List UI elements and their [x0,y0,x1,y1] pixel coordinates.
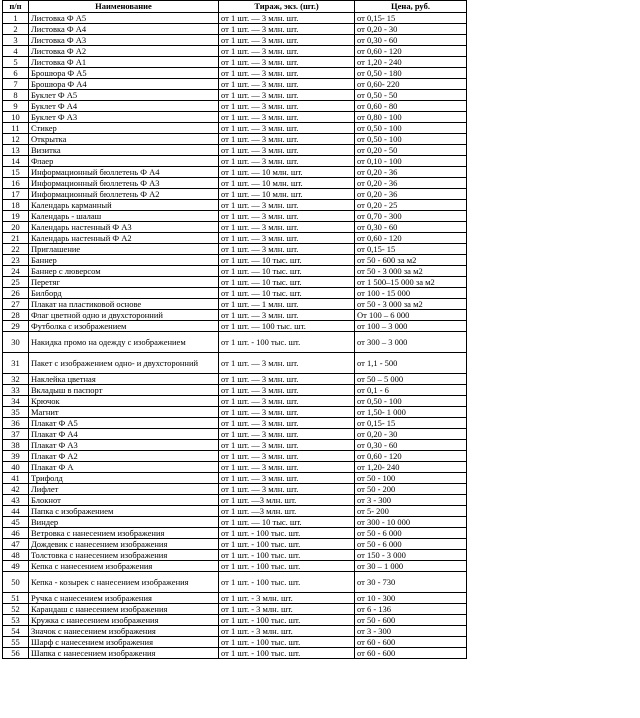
row-run: от 1 шт. — 3 млн. шт. [219,156,355,167]
row-name: Плакат Ф А3 [29,440,219,451]
row-number: 25 [3,277,29,288]
row-number: 32 [3,374,29,385]
row-run: от 1 шт. — 3 млн. шт. [219,473,355,484]
row-run: от 1 шт. - 100 тыс. шт. [219,332,355,353]
table-row [3,517,467,528]
row-name: Футболка с изображением [29,321,219,332]
row-number: 51 [3,593,29,604]
row-run: от 1 шт. — 3 млн. шт. [219,222,355,233]
row-price: от 0,30 - 60 [355,222,467,233]
row-name: Кепка с нанесением изображения [29,561,219,572]
row-name: Листовка Ф А1 [29,57,219,68]
row-run: от 1 шт. — 3 млн. шт. [219,233,355,244]
row-price: от 5- 200 [355,506,467,517]
table-row [3,112,467,123]
row-name: Кружка с нанесением изображения [29,615,219,626]
row-number: 44 [3,506,29,517]
row-number: 48 [3,550,29,561]
table-row [3,539,467,550]
row-number: 54 [3,626,29,637]
table-row [3,299,467,310]
row-run: от 1 шт. — 3 млн. шт. [219,79,355,90]
table-row [3,200,467,211]
row-price: от 100 – 3 000 [355,321,467,332]
row-number: 30 [3,332,29,353]
table-row [3,418,467,429]
row-number: 21 [3,233,29,244]
table-row [3,145,467,156]
row-run: от 1 шт. — 10 млн. шт. [219,167,355,178]
row-name: Накидка промо на одежду с изображением [29,332,219,353]
row-number: 28 [3,310,29,321]
row-run: от 1 шт. — 3 млн. шт. [219,101,355,112]
row-price: от 0,10 - 100 [355,156,467,167]
row-price: от 0,20 - 36 [355,167,467,178]
row-name: Визитка [29,145,219,156]
header-name: Наименование [29,1,219,13]
row-name: Баннер с люверсом [29,266,219,277]
row-price: От 100 – 6 000 [355,310,467,321]
row-name: Виндер [29,517,219,528]
row-run: от 1 шт. - 100 тыс. шт. [219,550,355,561]
row-name: Трифолд [29,473,219,484]
row-run: от 1 шт. — 3 млн. шт. [219,418,355,429]
row-price: от 10 - 300 [355,593,467,604]
table-row [3,572,467,593]
row-number: 11 [3,123,29,134]
row-name: Билборд [29,288,219,299]
row-name: Плакат Ф А2 [29,451,219,462]
row-name: Баннер [29,255,219,266]
row-name: Буклет Ф А3 [29,112,219,123]
row-run: от 1 шт. — 3 млн. шт. [219,407,355,418]
row-price: от 1,50- 1 000 [355,407,467,418]
row-number: 12 [3,134,29,145]
row-price: от 50 - 600 за м2 [355,255,467,266]
row-name: Дождевик с нанесением изображения [29,539,219,550]
row-number: 49 [3,561,29,572]
table-row [3,396,467,407]
row-price: от 0,20 - 25 [355,200,467,211]
row-price: от 50 - 100 [355,473,467,484]
row-price: от 0,60 - 120 [355,46,467,57]
row-number: 6 [3,68,29,79]
row-price: от 150 - 3 000 [355,550,467,561]
row-run: от 1 шт. — 3 млн. шт. [219,429,355,440]
row-price: от 3 - 300 [355,626,467,637]
row-run: от 1 шт. - 100 тыс. шт. [219,637,355,648]
row-run: от 1 шт. —3 млн. шт. [219,495,355,506]
table-row [3,615,467,626]
table-row [3,648,467,659]
row-price: от 1,1 - 500 [355,353,467,374]
row-price: от 0,50 - 50 [355,90,467,101]
row-price: от 0,80 - 100 [355,112,467,123]
row-number: 15 [3,167,29,178]
row-number: 42 [3,484,29,495]
row-name: Листовка Ф А3 [29,35,219,46]
row-run: от 1 шт. — 3 млн. шт. [219,211,355,222]
table-row [3,429,467,440]
row-name: Календарь карманный [29,200,219,211]
row-number: 40 [3,462,29,473]
row-name: Плакат Ф А4 [29,429,219,440]
row-number: 31 [3,353,29,374]
row-number: 36 [3,418,29,429]
row-name: Вкладыш в паспорт [29,385,219,396]
row-name: Крючок [29,396,219,407]
row-run: от 1 шт. — 10 тыс. шт. [219,517,355,528]
row-name: Шапка с нанесением изображения [29,648,219,659]
table-row [3,462,467,473]
row-name: Буклет Ф А4 [29,101,219,112]
row-number: 45 [3,517,29,528]
row-run: от 1 шт. — 10 млн. шт. [219,189,355,200]
row-price: от 30 – 1 000 [355,561,467,572]
row-name: Плакат на пластиковой основе [29,299,219,310]
row-number: 34 [3,396,29,407]
row-run: от 1 шт. — 3 млн. шт. [219,353,355,374]
row-price: от 0,15- 15 [355,13,467,24]
table-row [3,178,467,189]
row-number: 29 [3,321,29,332]
row-number: 1 [3,13,29,24]
row-name: Листовка Ф А5 [29,13,219,24]
table-row [3,68,467,79]
row-price: от 0,20 - 30 [355,24,467,35]
row-price: от 0,60- 220 [355,79,467,90]
row-number: 19 [3,211,29,222]
row-run: от 1 шт. - 100 тыс. шт. [219,648,355,659]
row-price: от 0,50 - 100 [355,123,467,134]
row-name: Приглашение [29,244,219,255]
row-run: от 1 шт. — 3 млн. шт. [219,440,355,451]
row-name: Брошюра Ф А5 [29,68,219,79]
row-name: Папка с изображением [29,506,219,517]
row-run: от 1 шт. — 3 млн. шт. [219,46,355,57]
row-name: Кепка - козырек с нанесением изображения [29,572,219,593]
row-price: от 0,50 - 100 [355,396,467,407]
header-run: Тираж, экз. (шт.) [219,1,355,13]
row-run: от 1 шт. - 100 тыс. шт. [219,615,355,626]
row-name: Плакат Ф А [29,462,219,473]
row-run: от 1 шт. - 100 тыс. шт. [219,572,355,593]
table-row [3,321,467,332]
row-price: от 0,30 - 60 [355,35,467,46]
row-price: от 1 500–15 000 за м2 [355,277,467,288]
row-name: Флаг цветной одно и двухсторонний [29,310,219,321]
row-run: от 1 шт. - 100 тыс. шт. [219,539,355,550]
row-name: Флаер [29,156,219,167]
row-number: 37 [3,429,29,440]
row-number: 14 [3,156,29,167]
table-row [3,637,467,648]
row-run: от 1 шт. — 3 млн. шт. [219,123,355,134]
row-number: 22 [3,244,29,255]
row-number: 43 [3,495,29,506]
row-number: 52 [3,604,29,615]
row-name: Информационный бюллетень Ф А3 [29,178,219,189]
table-row [3,440,467,451]
row-price: от 0,1 - 6 [355,385,467,396]
row-price: от 6 - 136 [355,604,467,615]
table-row [3,407,467,418]
row-price: от 300 - 10 000 [355,517,467,528]
row-price: от 3 - 300 [355,495,467,506]
row-price: от 0,20 - 36 [355,178,467,189]
row-price: от 50 - 3 000 за м2 [355,266,467,277]
row-number: 35 [3,407,29,418]
row-number: 24 [3,266,29,277]
row-name: Пакет с изображением одно- и двухсторонний [29,353,219,374]
row-price: от 0,20 - 30 [355,429,467,440]
row-name: Плакат Ф А5 [29,418,219,429]
row-run: от 1 шт. — 3 млн. шт. [219,145,355,156]
table-row [3,332,467,353]
row-name: Ручка с нанесением изображения [29,593,219,604]
row-name: Открытка [29,134,219,145]
table-row [3,353,467,374]
row-price: от 1,20- 240 [355,462,467,473]
row-number: 23 [3,255,29,266]
table-row [3,277,467,288]
row-run: от 1 шт. - 3 млн. шт. [219,626,355,637]
row-price: от 60 - 600 [355,637,467,648]
row-number: 53 [3,615,29,626]
table-body [3,13,467,659]
row-number: 10 [3,112,29,123]
row-run: от 1 шт. - 3 млн. шт. [219,604,355,615]
row-price: от 30 - 730 [355,572,467,593]
row-name: Брошюра Ф А4 [29,79,219,90]
header-price: Цена, руб. [355,1,467,13]
table-row [3,244,467,255]
row-name: Календарь - шалаш [29,211,219,222]
row-name: Календарь настенный Ф А2 [29,233,219,244]
row-run: от 1 шт. — 3 млн. шт. [219,24,355,35]
row-number: 7 [3,79,29,90]
row-price: от 50 - 200 [355,484,467,495]
table-row [3,506,467,517]
row-name: Стикер [29,123,219,134]
row-run: от 1 шт. — 3 млн. шт. [219,57,355,68]
row-run: от 1 шт. — 3 млн. шт. [219,244,355,255]
row-price: от 50 - 600 [355,615,467,626]
row-run: от 1 шт. — 3 млн. шт. [219,112,355,123]
row-name: Блокнот [29,495,219,506]
row-run: от 1 шт. — 10 тыс. шт. [219,255,355,266]
row-run: от 1 шт. — 3 млн. шт. [219,484,355,495]
row-name: Карандаш с нанесением изображения [29,604,219,615]
row-number: 50 [3,572,29,593]
row-name: Буклет Ф А5 [29,90,219,101]
row-price: от 0,20 - 50 [355,145,467,156]
table-row [3,211,467,222]
row-run: от 1 шт. — 10 млн. шт. [219,178,355,189]
table-row [3,310,467,321]
row-number: 38 [3,440,29,451]
row-number: 41 [3,473,29,484]
price-table [2,0,467,659]
row-run: от 1 шт. — 3 млн. шт. [219,396,355,407]
row-name: Листовка Ф А2 [29,46,219,57]
row-price: от 60 - 600 [355,648,467,659]
row-run: от 1 шт. — 3 млн. шт. [219,134,355,145]
row-name: Информационный бюллетень Ф А4 [29,167,219,178]
table-row [3,134,467,145]
table-row [3,374,467,385]
row-name: Ветровка с нанесением изображения [29,528,219,539]
row-price: от 0,15- 15 [355,244,467,255]
row-price: от 50 - 6 000 [355,528,467,539]
row-number: 47 [3,539,29,550]
row-number: 13 [3,145,29,156]
row-run: от 1 шт. — 10 тыс. шт. [219,277,355,288]
row-run: от 1 шт. - 100 тыс. шт. [219,561,355,572]
row-number: 27 [3,299,29,310]
row-number: 55 [3,637,29,648]
row-name: Перетяг [29,277,219,288]
row-run: от 1 шт. — 3 млн. шт. [219,68,355,79]
table-row [3,46,467,57]
row-number: 16 [3,178,29,189]
row-price: от 0,70 - 300 [355,211,467,222]
table-row [3,626,467,637]
row-number: 17 [3,189,29,200]
row-run: от 1 шт. — 3 млн. шт. [219,35,355,46]
table-row [3,24,467,35]
row-run: от 1 шт. — 10 тыс. шт. [219,288,355,299]
row-price: от 0,50 - 100 [355,134,467,145]
table-row [3,495,467,506]
row-run: от 1 шт. —3 млн. шт. [219,506,355,517]
row-price: от 300 – 3 000 [355,332,467,353]
header-number: п/п [3,1,29,13]
row-run: от 1 шт. - 100 тыс. шт. [219,528,355,539]
table-row [3,604,467,615]
row-number: 33 [3,385,29,396]
row-number: 3 [3,35,29,46]
row-price: от 0,15- 15 [355,418,467,429]
row-run: от 1 шт. — 3 млн. шт. [219,310,355,321]
row-number: 2 [3,24,29,35]
table-row [3,484,467,495]
table-row [3,385,467,396]
row-price: от 1,20 - 240 [355,57,467,68]
row-price: от 0,60 - 120 [355,451,467,462]
table-row [3,35,467,46]
table-row [3,167,467,178]
row-price: от 0,60 - 120 [355,233,467,244]
row-run: от 1 шт. — 3 млн. шт. [219,451,355,462]
row-price: от 50 - 6 000 [355,539,467,550]
table-row [3,561,467,572]
row-run: от 1 шт. — 3 млн. шт. [219,13,355,24]
row-run: от 1 шт. - 3 млн. шт. [219,593,355,604]
row-number: 26 [3,288,29,299]
row-run: от 1 шт. — 3 млн. шт. [219,385,355,396]
row-run: от 1 шт. — 3 млн. шт. [219,90,355,101]
row-price: от 50 - 3 000 за м2 [355,299,467,310]
table-row [3,451,467,462]
table-row [3,123,467,134]
table-row [3,550,467,561]
row-name: Лифлет [29,484,219,495]
row-number: 56 [3,648,29,659]
row-number: 4 [3,46,29,57]
table-row [3,266,467,277]
table-row [3,255,467,266]
table-row [3,288,467,299]
row-number: 18 [3,200,29,211]
row-price: от 100 - 15 000 [355,288,467,299]
table-row [3,101,467,112]
table-row [3,90,467,101]
table-row [3,79,467,90]
row-number: 20 [3,222,29,233]
table-row [3,13,467,24]
row-price: от 50 – 5 000 [355,374,467,385]
row-name: Информационный бюллетень Ф А2 [29,189,219,200]
row-price: от 0,60 - 80 [355,101,467,112]
table-row [3,233,467,244]
row-run: от 1 шт. — 3 млн. шт. [219,374,355,385]
row-run: от 1 шт. — 1 млн. шт. [219,299,355,310]
row-name: Календарь настенный Ф А3 [29,222,219,233]
row-price: от 0,30 - 60 [355,440,467,451]
table-header [3,1,467,13]
row-number: 8 [3,90,29,101]
table-row [3,473,467,484]
row-name: Шарф с нанесением изображения [29,637,219,648]
row-number: 39 [3,451,29,462]
table-row [3,57,467,68]
table-row [3,528,467,539]
row-run: от 1 шт. — 3 млн. шт. [219,462,355,473]
table-row [3,189,467,200]
row-name: Магнит [29,407,219,418]
row-run: от 1 шт. — 100 тыс. шт. [219,321,355,332]
table-row [3,222,467,233]
header-row [3,1,467,13]
row-name: Значок с нанесением изображения [29,626,219,637]
table-row [3,593,467,604]
row-name: Листовка Ф А4 [29,24,219,35]
row-run: от 1 шт. — 3 млн. шт. [219,200,355,211]
row-number: 9 [3,101,29,112]
row-price: от 0,50 - 180 [355,68,467,79]
row-number: 5 [3,57,29,68]
table-row [3,156,467,167]
row-number: 46 [3,528,29,539]
row-name: Толстовка с нанесением изображения [29,550,219,561]
row-name: Наклейка цветная [29,374,219,385]
row-price: от 0,20 - 36 [355,189,467,200]
row-run: от 1 шт. — 10 тыс. шт. [219,266,355,277]
